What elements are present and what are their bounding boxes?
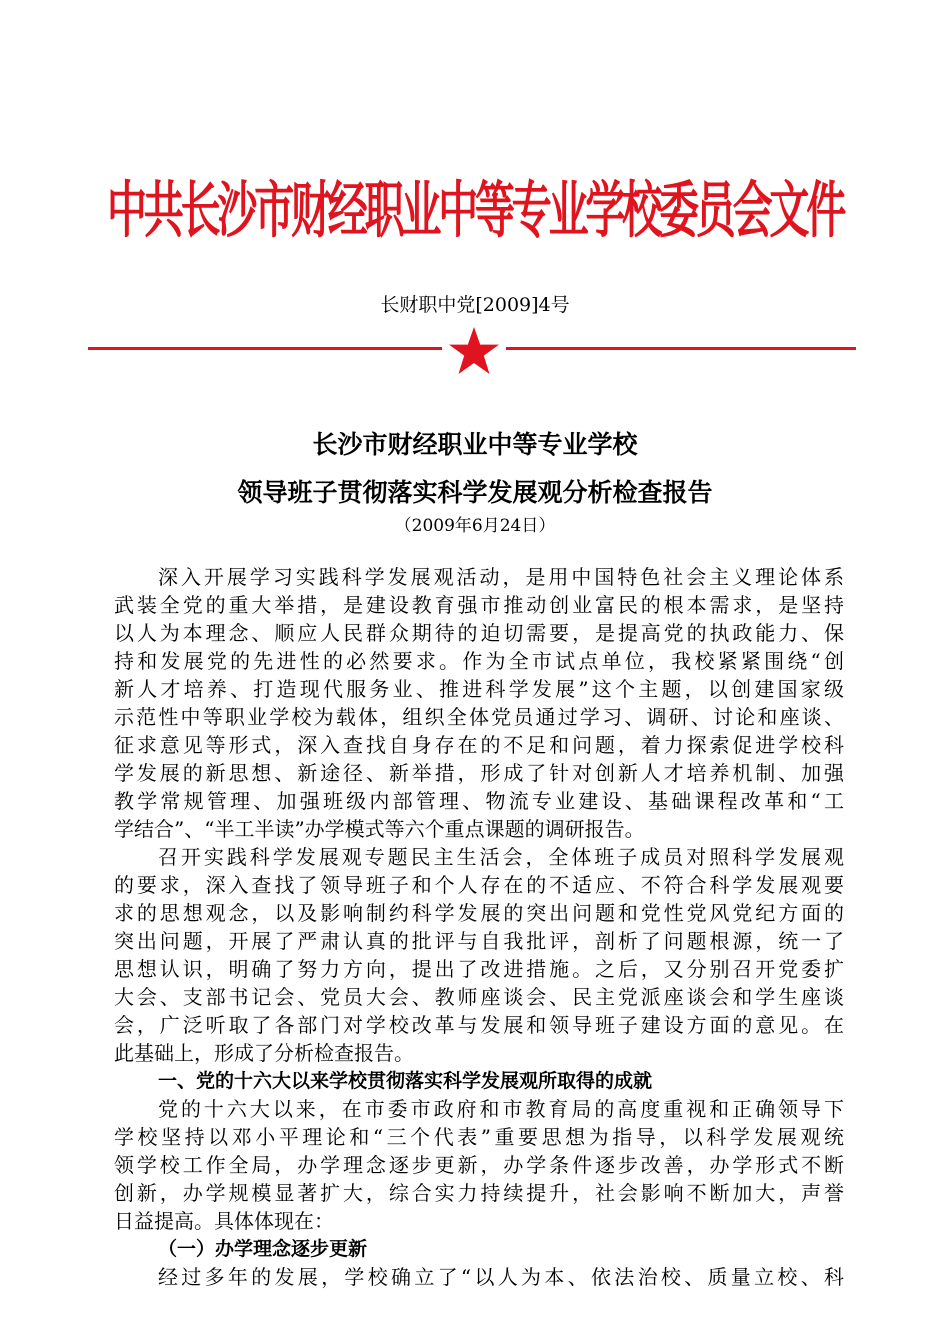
paragraph-line: 征求意见等形式，深入查找自身存在的不足和问题，着力探索促进学校科 [114,733,844,757]
paragraph-line: 以人为本理念、顺应人民群众期待的迫切需要，是提高党的执政能力、保 [114,621,844,645]
report-title-line-2: 领导班子贯彻落实科学发展观分析检查报告 [237,478,713,507]
paragraph-line: 日益提高。具体体现在： [114,1209,334,1233]
paragraph-line: 党的十六大以来，在市委市政府和市教育局的高度重视和正确领导下 [158,1097,844,1121]
paragraph-line: 新人才培养、打造现代服务业、推进科学发展”这个主题，以创建国家级 [114,677,844,701]
report-date: （2009年6月24日） [394,516,556,536]
star-icon [447,326,501,376]
paragraph-line: 教学常规管理、加强班级内部管理、物流专业建设、基础课程改革和“工 [114,789,844,813]
subsection-heading: （一）办学理念逐步更新 [158,1238,368,1260]
paragraph-intro [114,563,844,843]
paragraph-line: 的要求，深入查找了领导班子和个人存在的不适应、不符合科学发展观要 [114,873,844,897]
paragraph-line: 武装全党的重大举措，是建设教育强市推动创业富民的根本需求，是坚持 [114,593,844,617]
paragraph-line: 持和发展党的先进性的必然要求。作为全市试点单位，我校紧紧围绕“创 [114,649,844,673]
paragraph-achievements [114,1095,844,1235]
paragraph-line: 学结合”、“半工半读”办学模式等六个重点课题的调研报告。 [114,817,645,841]
paragraph-line: 学校坚持以邓小平理论和“三个代表”重要思想为指导，以科学发展观统 [114,1125,844,1149]
red-rule-right [506,347,856,350]
paragraph-meeting [114,843,844,1067]
paragraph-line: 会，广泛听取了各部门对学校改革与发展和领导班子建设方面的意见。在 [114,1013,844,1037]
section-heading: 一、党的十六大以来学校贯彻落实科学发展观所取得的成就 [158,1070,653,1092]
paragraph-line: 深入开展学习实践科学发展观活动，是用中国特色社会主义理论体系 [158,565,844,589]
paragraph-line: 思想认识，明确了努力方向，提出了改进措施。之后，又分别召开党委扩 [114,957,844,981]
paragraph-line: 召开实践科学发展观专题民主生活会，全体班子成员对照科学发展观 [158,845,844,869]
paragraph-line: 学发展的新思想、新途径、新举措，形成了针对创新人才培养机制、加强 [114,761,844,785]
report-title-line-1: 长沙市财经职业中等专业学校 [312,430,638,459]
paragraph-line: 示范性中等职业学校为载体，组织全体党员通过学习、调研、讨论和座谈、 [114,705,844,729]
paragraph-line: 大会、支部书记会、党员大会、教师座谈会、民主党派座谈会和学生座谈 [114,985,844,1009]
report-body [114,563,844,1291]
paragraph-line: 求的思想观念，以及影响制约科学发展的突出问题和党性党风党纪方面的 [114,901,844,925]
masthead-title: 中共长沙市财经职业中等专业学校委员会文件 [107,175,843,246]
document-number: 长财职中党[2009]4号 [380,294,570,316]
paragraph-line: 创新，办学规模显著扩大，综合实力持续提升，社会影响不断加大，声誉 [114,1181,844,1205]
paragraph-line: 突出问题，开展了严肃认真的批评与自我批评，剖析了问题根源，统一了 [114,929,844,953]
red-rule-left [88,347,442,350]
star-icon-shape [449,327,499,374]
paragraph-line: 领学校工作全局，办学理念逐步更新，办学条件逐步改善，办学形式不断 [114,1153,844,1177]
paragraph-line: 此基础上，形成了分析检查报告。 [114,1041,414,1065]
paragraph-philosophy [114,1263,844,1291]
paragraph-line: 经过多年的发展，学校确立了“以人为本、依法治校、质量立校、科 [158,1265,844,1289]
